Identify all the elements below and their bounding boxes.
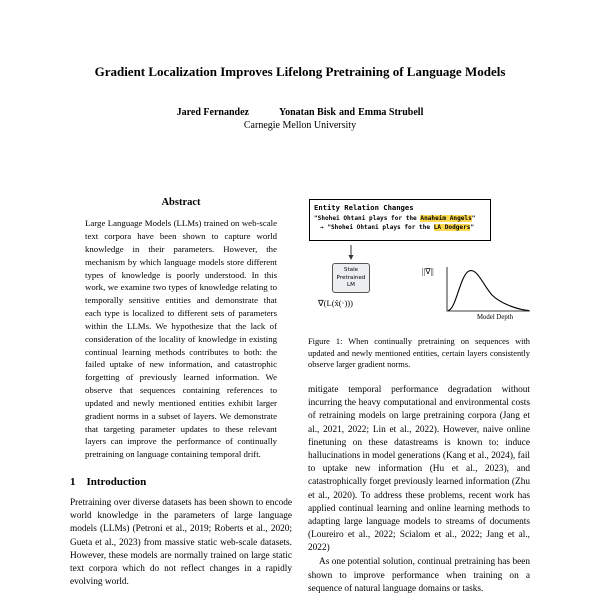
lm-box-line1: Stale bbox=[343, 267, 359, 274]
lm-box-line2: Pretrained LM bbox=[336, 274, 366, 288]
intro-paragraph: Pretraining over diverse datasets has been shown to encode world knowledge in the parameters of large language models (LLMs) (Petroni et al., 2019; Roberts et al., 2020; Gueta et al., 2023) from massive static web-scale datasets. However, these models are normally trained on large static text corpora which do not reflect changes in a rapidly evolving world. bbox=[70, 497, 292, 588]
entity-old-prefix: "Shohei Ohtani plays for the bbox=[314, 215, 421, 223]
left-column bbox=[70, 197, 292, 596]
gradient-norm-curve bbox=[448, 271, 529, 311]
entity-new-prefix: → "Shohei Ohtani plays for the bbox=[320, 224, 434, 232]
paper-title: Gradient Localization Improves Lifelong Pretraining of Language Models bbox=[94, 64, 506, 79]
right-paragraph-1: mitigate temporal performance degradation without incurring the heavy computational and environmental costs of retraining models on large pretraining corpora (Jang et al., 2021, 2022; Lin et al., 2022). However, naive online finetuning on these datastreams is known to: induce hallucinations in model generations (Kang et al., 2024), fail to uptake new information (Hu et al., 2023), and catastrophically forget previously learned information (Zhu et al., 2020). To address these problems, recent work has applied continual learning and online learning methods to adapting large language models to streams of documents (Loureiro et al., 2022; Scialom et al., 2022; Jang et al., 2022) bbox=[308, 385, 530, 554]
author-conjunction: and bbox=[338, 107, 356, 119]
author-3: Emma Strubell bbox=[358, 107, 424, 119]
entity-new-highlight: LA Dodgers bbox=[433, 224, 471, 232]
section-number: 1 bbox=[70, 475, 76, 488]
gradient-loss-label: ∇(L(x̂(·))) bbox=[318, 298, 353, 309]
figure-1-caption: Figure 1: When continually pretraining on sequences with updated and newly mentioned entities, certain layers consistently observe larger gradient norms. bbox=[308, 337, 530, 370]
author-2: Yonatan Bisk bbox=[278, 107, 336, 119]
entity-old-suffix: " bbox=[471, 215, 476, 223]
entity-sentence-old bbox=[314, 214, 486, 223]
authors-line bbox=[0, 107, 600, 118]
gradient-norm-axis-label: ||∇|| bbox=[422, 267, 434, 277]
entity-old-highlight: Anaheim Angels bbox=[420, 215, 472, 223]
figure-1-diagram bbox=[308, 197, 532, 329]
right-paragraph-2: As one potential solution, continual pretraining has been shown to improve performance when training on a sequence of natural language domains or tasks. bbox=[308, 557, 530, 594]
entity-box-title: Entity Relation Changes bbox=[314, 203, 414, 213]
author-1: Jared Fernandez bbox=[176, 107, 249, 119]
two-column-body bbox=[70, 197, 530, 596]
section-heading-introduction bbox=[70, 476, 292, 488]
affiliation: Carnegie Mellon University bbox=[243, 120, 357, 132]
abstract-heading: Abstract bbox=[161, 197, 201, 209]
right-column bbox=[308, 197, 530, 596]
section-title: Introduction bbox=[86, 475, 147, 488]
plot-axes bbox=[447, 267, 530, 311]
entity-relation-changes-box bbox=[309, 199, 491, 241]
stale-pretrained-lm-box bbox=[332, 263, 370, 293]
entity-new-suffix: " bbox=[470, 224, 475, 232]
model-depth-axis-label: Model Depth bbox=[476, 314, 514, 322]
abstract-text: Large Language Models (LLMs) trained on web-scale text corpora have been shown to capture world knowledge in their parameters. However, the mechanism by which language models store different types of knowledge is poorly understood. In this work, we examine two types of knowledge relating to temporally sensitive entities and demonstrate that each type is localized to different sets of parameters within the LLMs. We hypothesize that the lack of consideration of the locality of knowledge in existing continual learning methods contributes to both: the failed uptake of new information, and catastrophic forgetting of previously learned information. We observe that sequences containing references to updated and newly mentioned entities exhibit larger gradient norms in a subset of layers. We demonstrate that targeting parameter updates to these relevant layers can improve the performance of continually pretraining on language containing temporal drift. bbox=[85, 218, 277, 460]
entity-sentence-new bbox=[314, 223, 486, 232]
